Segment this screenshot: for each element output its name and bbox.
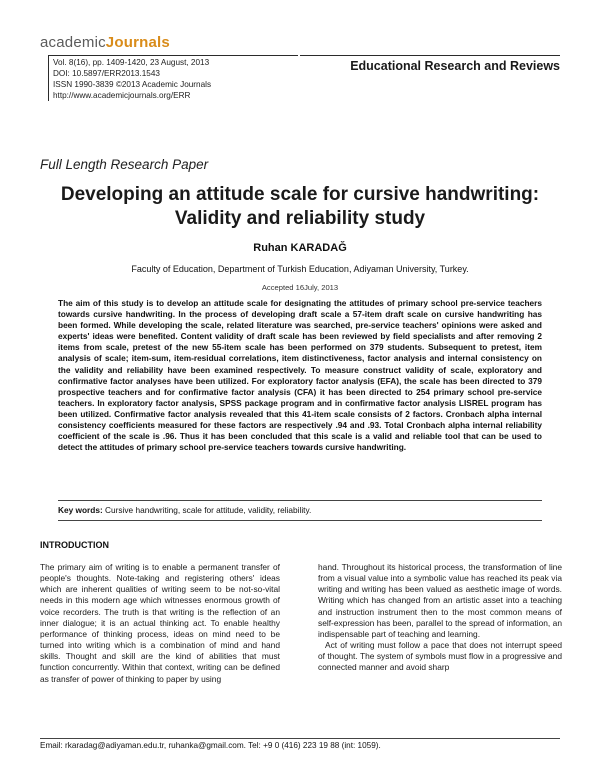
paper-title bbox=[40, 183, 560, 231]
intro-paragraph-3: Act of writing must follow a pace that does not interrupt speed of thought. The system of symbols must flow in a progressive and connected manner and avoid sharp bbox=[318, 640, 562, 673]
logo-prefix: academic bbox=[40, 34, 106, 51]
logo-suffix: Journals bbox=[105, 34, 170, 51]
body-column-right bbox=[318, 562, 562, 674]
citation-volume: Vol. 8(16), pp. 1409-1420, 23 August, 2013 bbox=[53, 58, 210, 67]
abstract-text: The aim of this study is to develop an attitude scale for designating the attitudes of primary school pre-service teachers towards cursive handwriting. In the process of developing draft scale a 57-item draft scale on cursive handwriting has been formed. While developing the scale, related literature was searched, pre-service teachers' opinions were asked and experts' ideas were benefited. Content validity of draft scale has been reviewed by field specialists and after removing 2 items from scale, pretest of the new 55-item scale has been performed on 379 students. Subsequent to pretest, item analysis of scale; item-sum, item-residual correlations, item distinctiveness, factor analysis and internal consistency on the validity and reliability have been examined respectively. To measure construct validity of scale, exploratory and confirmative factor analyses have been utilized. For exploratory factor analysis (EFA), the scale has been directed to 379 prospective teachers and for confirmative factor analysis (CFA) it has been directed to 254 primary school pre-service teachers. In exploratory factor analysis, SPSS package program and in confirmative factor analysis LISREL program has been utilized. Confirmative factor analysis revealed that this 41-item scale consists of 2 factors. Cronbach alpha internal consistency coefficients measured for these factors are respectively .94 and .93. Total Cronbach alpha internal reliability coefficient of the scale is .96. Thus it has been concluded that this scale is a valid and reliable tool that can be used to detect the attitudes of primary school pre-service teachers towards cursive handwriting. bbox=[58, 298, 542, 453]
introduction-heading: INTRODUCTION bbox=[40, 540, 109, 550]
body-column-left bbox=[40, 562, 280, 685]
keywords-text: Cursive handwriting, scale for attitude, validity, reliability. bbox=[105, 505, 312, 515]
citation-info bbox=[48, 55, 298, 101]
author-name: Ruhan KARADAĞ bbox=[253, 242, 347, 254]
correspondence-email[interactable]: Email: rkaradag@adiyaman.edu.tr, ruhanka@gmail.com. Tel: +9 0 (416) 223 19 88 (int: 1059). bbox=[40, 738, 560, 750]
intro-paragraph-2: hand. Throughout its historical process, the transformation of line from a visual value into a symbolic value has reached its peak via writing and writing has been valued as aesthetic image of words. Writing which has changed from an artistic asset into a teaching and instruction instrument then to the most common means of self-expression has been, parallel to the spread of information, an indispensable part of teaching and learning. bbox=[318, 562, 562, 639]
keywords-top-rule bbox=[58, 500, 542, 501]
keywords bbox=[58, 505, 542, 515]
keywords-bottom-rule bbox=[58, 520, 542, 521]
accepted-date: Accepted 16July, 2013 bbox=[261, 283, 339, 292]
citation-doi: DOI: 10.5897/ERR2013.1543 bbox=[53, 69, 160, 78]
author-affiliation: Faculty of Education, Department of Turkish Education, Adiyaman University, Turkey. bbox=[131, 264, 469, 274]
title-line-2: Validity and reliability study bbox=[174, 208, 426, 229]
title-line-1: Developing an attitude scale for cursive handwriting: bbox=[60, 184, 540, 205]
document-type: Full Length Research Paper bbox=[40, 157, 209, 172]
publisher-logo bbox=[40, 34, 170, 51]
citation-issn: ISSN 1990-3839 ©2013 Academic Journals bbox=[53, 80, 212, 89]
keywords-label: Key words: bbox=[58, 505, 103, 515]
journal-name: Educational Research and Reviews bbox=[300, 55, 560, 77]
citation-url[interactable]: http://www.academicjournals.org/ERR bbox=[53, 91, 191, 100]
intro-paragraph-1: The primary aim of writing is to enable a permanent transfer of people's thoughts. Note-taking and registering others' ideas which are inherent qualities of writing seem to be not-so-vital needs in this modern age which witnesses enormous growth of voice recorders. The truth is that writing is the reflection of an inner dialogue; it is an actual thinking act. To enable healthy performance of thinking process, ideas on mind need to be turned into writing which is a combination of mind and hand skills. Thought and skill are the kind of abilities that must function concurrently. Within that context, writing can be defined as transfer of power of thinking to paper by using bbox=[40, 562, 280, 684]
